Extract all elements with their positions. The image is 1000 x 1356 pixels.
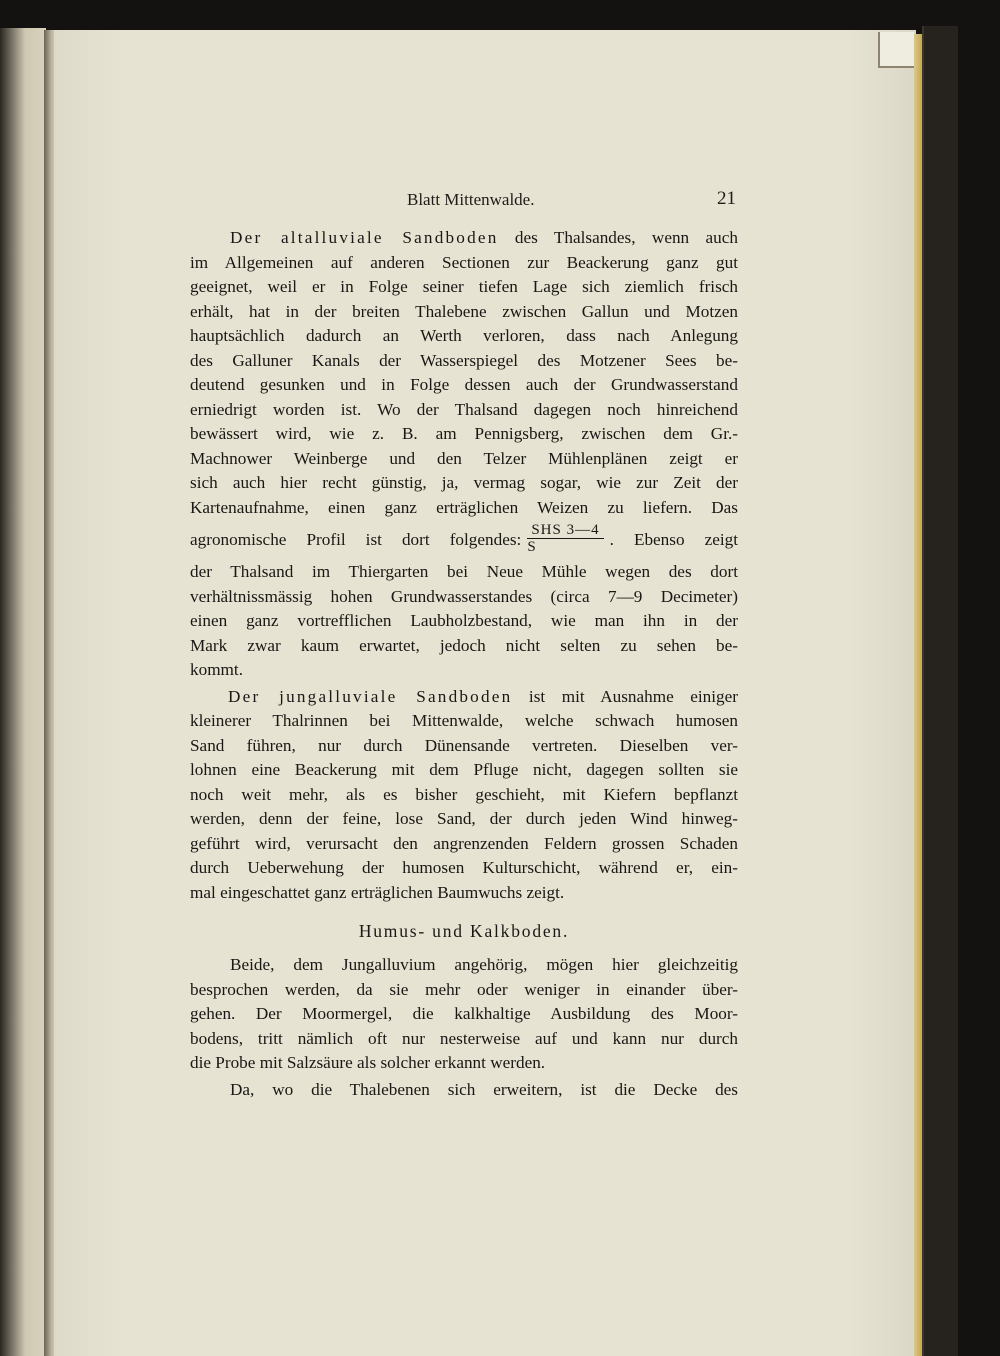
text-line: die Probe mit Salzsäure als solcher erkannt werden. — [190, 1053, 546, 1072]
text-line: verhältnissmässig hohen Grundwasserstandes (circa 7—9 Decimeter) — [190, 586, 738, 606]
text-segment: ist mit Ausnahme einiger — [512, 686, 738, 706]
text-line: kommt. — [190, 660, 243, 679]
text-line: besprochen werden, da sie mehr oder weniger in einander über- — [190, 979, 738, 999]
text-line: geführt wird, verursacht den angrenzenden Feldern grossen Schaden — [190, 833, 738, 853]
paragraph-humus-kalk — [190, 953, 738, 1076]
gilt-page-edge — [914, 34, 922, 1356]
book-cover — [922, 26, 958, 1356]
text-line: Da, wo die Thalebenen sich erweitern, ist die Decke des — [230, 1079, 738, 1099]
fraction-numerator: SHS 3—4 — [527, 523, 603, 539]
text-line: lohnen eine Beackerung mit dem Pfluge nicht, dagegen sollten sie — [190, 760, 738, 779]
soil-profile-fraction — [527, 523, 603, 555]
text-line: geeignet, weil er in Folge seiner tiefen Lage sich ziemlich frisch — [190, 277, 738, 296]
text-line: gehen. Der Moormergel, die kalkhaltige Ausbildung des Moor- — [190, 1004, 738, 1023]
left-page-edge — [0, 28, 46, 1356]
page-header — [190, 188, 738, 214]
text-line — [190, 685, 738, 710]
text-line: im Allgemeinen auf anderen Sectionen zur Beackerung ganz gut — [190, 252, 738, 272]
text-line: Kartenaufnahme, einen ganz erträglichen Weizen zu liefern. Das — [190, 497, 738, 517]
text-line: bewässert wird, wie z. B. am Pennigsberg, zwischen dem Gr.- — [190, 424, 738, 443]
term-jungalluvial: Der jungalluviale Sandboden — [228, 686, 513, 706]
fraction-denominator: S — [527, 539, 536, 556]
formula-line — [190, 520, 738, 560]
formula-lead-text: agronomische Profil ist dort folgendes: — [190, 530, 522, 549]
text-line: Sand führen, nur durch Dünensande vertreten. Dieselben ver- — [190, 735, 738, 755]
text-line: mal eingeschattet ganz erträglichen Baumwuchs zeigt. — [190, 882, 565, 902]
paragraph-jungalluvial — [190, 685, 738, 906]
text-line: Beide, dem Jungalluvium angehörig, mögen hier gleichzeitig — [230, 955, 738, 974]
text-line: durch Ueberwehung der humosen Kulturschicht, während er, ein- — [190, 858, 738, 877]
paragraph-altalluvial — [190, 226, 738, 683]
text-line: erhält, hat in der breiten Thalebene zwischen Gallun und Motzen — [190, 301, 738, 321]
running-title: Blatt Mittenwalde. — [407, 190, 535, 209]
text-line: deutend gesunken und in Folge dessen auch der Grundwasserstand — [190, 375, 738, 394]
text-line: des Galluner Kanals der Wasserspiegel des Motzener Sees be- — [190, 350, 738, 370]
section-heading: Humus- und Kalkboden. — [358, 921, 570, 941]
text-line: der Thalsand im Thiergarten bei Neue Mühle wegen des dort — [190, 562, 738, 581]
term-altalluvial: Der altalluviale Sandboden — [230, 228, 499, 247]
text-line: Machnower Weinberge und den Telzer Mühlenplänen zeigt er — [190, 448, 738, 468]
body-text — [190, 226, 738, 1102]
text-line: noch weit mehr, als es bisher geschieht, mit Kiefern bepflanzt — [190, 784, 738, 804]
paragraph-thalebenen — [190, 1078, 738, 1103]
text-segment: des Thalsandes, wenn auch — [498, 228, 738, 247]
text-line: einen ganz vortrefflichen Laubholzbestand, wie man ihn in der — [190, 611, 738, 630]
text-line: sich auch hier recht günstig, ja, vermag sogar, wie zur Zeit der — [190, 473, 738, 492]
text-line: werden, denn der feine, lose Sand, der durch jeden Wind hinweg- — [190, 809, 738, 828]
text-line: hauptsächlich dadurch an Werth verloren, dass nach Anlegung — [190, 326, 738, 345]
text-line: bodens, tritt nämlich oft nur nesterweise auf und kann nur durch — [190, 1028, 738, 1048]
text-line: Mark zwar kaum erwartet, jedoch nicht selten zu sehen be- — [190, 635, 738, 655]
text-line: erniedrigt worden ist. Wo der Thalsand dagegen noch hinreichend — [190, 399, 738, 419]
formula-trail-text: . Ebenso zeigt — [609, 530, 738, 549]
text-line — [190, 226, 738, 251]
page-corner-fold — [878, 32, 914, 68]
page-number: 21 — [717, 188, 736, 209]
text-line: kleinerer Thalrinnen bei Mittenwalde, welche schwach humosen — [190, 711, 738, 730]
